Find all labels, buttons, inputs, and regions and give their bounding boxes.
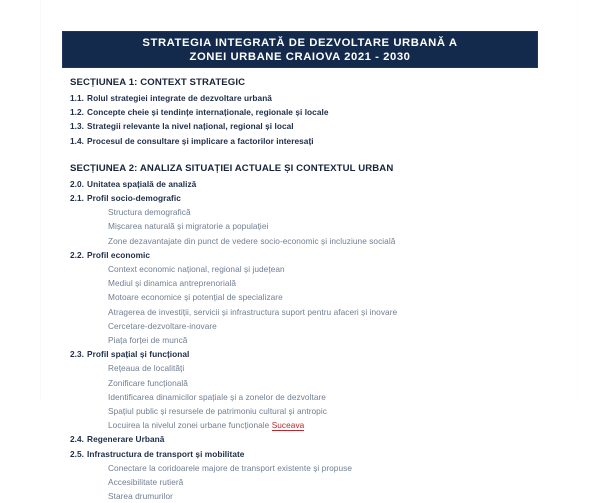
outline-item-number: 1.4.	[70, 135, 85, 146]
outline-item-number: 2.4.	[70, 434, 85, 445]
outline-leaf-item[interactable]: Mediul și dinamica antreprenorială	[108, 278, 237, 289]
outline-leaf-item[interactable]: Context economic național, regional și județean	[108, 264, 285, 275]
outline-item-number: 2.1.	[70, 193, 85, 204]
outline-item-label: Rolul strategiei integrate de dezvoltare urbană	[87, 93, 272, 103]
outline-numbered-item[interactable]	[70, 119, 540, 133]
document-title-line-1: STRATEGIA INTEGRATĂ DE DEZVOLTARE URBANĂ A	[142, 36, 458, 49]
outline-item-number: 2.5.	[70, 448, 85, 459]
outline-numbered-item[interactable]	[70, 432, 540, 446]
outline-leaf-item[interactable]: Spațiul public și resursele de patrimoniu cultural și antropic	[108, 406, 327, 417]
outline-leaf-item[interactable]: Rețeaua de localități	[108, 363, 185, 374]
spellcheck-flagged-word[interactable]: Suceava	[271, 420, 305, 431]
outline-item-label: Concepte cheie și tendințe internaționale, regionale și locale	[87, 107, 329, 118]
outline-item-label: Infrastructura de transport și mobilitate	[87, 448, 245, 459]
outline-leaf-item[interactable]: Zone dezavantajate din punct de vedere socio-economic și incluziune socială	[108, 235, 396, 246]
outline-leaf-item[interactable]: Mișcarea naturală și migratorie a populației	[108, 221, 269, 232]
outline-numbered-item[interactable]	[70, 191, 540, 205]
outline-item-number: 2.3.	[70, 349, 85, 360]
outline-leaf-item[interactable]: Starea drumurilor	[108, 491, 173, 502]
outline-leaf-item[interactable]: Piața forței de muncă	[108, 335, 188, 346]
outline-leaf-item[interactable]: Identificarea dinamicilor spațiale și a zonelor de dezvoltare	[108, 391, 326, 402]
outline-leaf-item[interactable]: Atragerea de investiții, servicii și infrastructura suport pentru afaceri și inovare	[108, 306, 398, 317]
outline-numbered-item[interactable]	[70, 91, 540, 105]
outline-item-label: Unitatea spațială de analiză	[87, 178, 197, 189]
outline-section-heading[interactable]: SECȚIUNEA 2: ANALIZA SITUAȚIEI ACTUALE ȘI CONTEXTUL URBAN	[70, 162, 394, 174]
outline-numbered-item[interactable]	[70, 105, 540, 119]
outline-item-number: 1.3.	[70, 121, 85, 132]
outline-item-label: Procesul de consultare și implicare a factorilor interesați	[87, 135, 314, 146]
outline-numbered-item[interactable]	[70, 248, 540, 262]
outline-item-label: Locuirea la nivelul zonei urbane funcționale	[108, 420, 272, 431]
outline-numbered-item[interactable]	[70, 177, 540, 191]
outline-item-label: Strategii relevante la nivel național, regional și local	[87, 121, 294, 132]
outline-numbered-item[interactable]	[70, 134, 540, 148]
outline-numbered-item[interactable]	[70, 347, 540, 361]
outline-item-number: 1.2.	[70, 107, 85, 118]
outline-leaf-item[interactable]: Zonificare funcțională	[108, 377, 188, 388]
outline-item-label: Profil economic	[87, 249, 151, 260]
document-title-line-2: ZONEI URBANE CRAIOVA 2021 - 2030	[189, 50, 411, 63]
outline-item-label: Profil socio-demografic	[87, 193, 181, 204]
outline-item-number: 2.2.	[70, 249, 85, 260]
outline-leaf-item[interactable]: Accesibilitate rutieră	[108, 477, 184, 488]
outline-leaf-item[interactable]: Structura demografică	[108, 207, 191, 218]
outline-section-heading[interactable]: SECȚIUNEA 1: CONTEXT STRATEGIC	[70, 77, 246, 88]
outline-item-label: Regenerare Urbană	[87, 434, 165, 445]
outline-item-label: Profil spațial și funcțional	[87, 349, 190, 360]
outline-leaf-item[interactable]: Cercetare-dezvoltare-inovare	[108, 320, 217, 331]
outline-item-number: 1.1.	[70, 93, 85, 103]
outline-leaf-item[interactable]	[70, 418, 540, 432]
table-of-contents-outline	[70, 75, 540, 503]
outline-leaf-item[interactable]: Conectare la coridoarele majore de transport existente și propuse	[108, 462, 352, 473]
document-title-banner	[62, 31, 538, 68]
outline-leaf-item[interactable]: Motoare economice și potențial de specializare	[108, 292, 283, 303]
outline-spacer	[70, 148, 540, 161]
outline-item-number: 2.0.	[70, 178, 85, 189]
outline-numbered-item[interactable]	[70, 447, 540, 461]
